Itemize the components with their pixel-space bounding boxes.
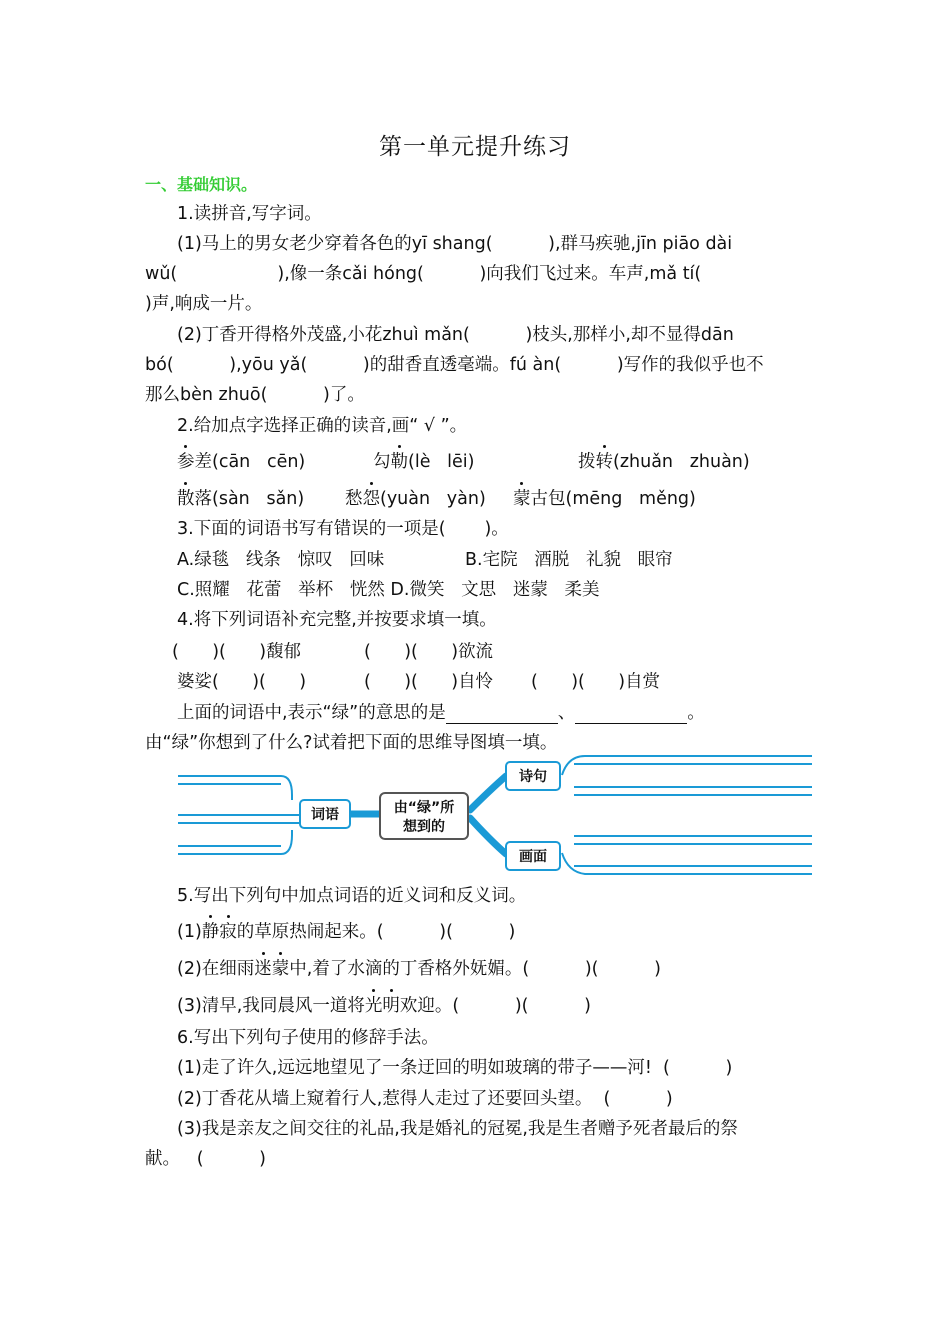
q1-line-2: wǔ( ),像一条cǎi hóng( )向我们飞过来。车声,mǎ tí( — [145, 264, 702, 284]
q1-heading: 1.读拼音,写字词。 — [177, 204, 322, 224]
q4-row1-a: ( )( )馥郁 — [172, 642, 302, 662]
q2-item-rest: 差(cān cēn) — [194, 452, 306, 472]
q5-sentence-2 — [177, 958, 661, 980]
period: 。 — [687, 703, 705, 723]
q4-heading: 4.将下列词语补充完整,并按要求填一填。 — [177, 610, 497, 630]
dotted-char: 怨 — [362, 489, 380, 509]
q1-line-3: )声,响成一片。 — [145, 294, 263, 314]
q4-row2-a: 婆娑( )( ) — [177, 672, 307, 692]
q4-row2-c: ( )( )自赏 — [531, 672, 661, 692]
q4-row1-b: ( )( )欲流 — [364, 642, 494, 662]
q5-suffix: 欢迎。( )( ) — [399, 996, 591, 1016]
q2-item-pre: 愁 — [345, 489, 363, 509]
dotted-char: 勒 — [390, 452, 408, 472]
q2-item-pre: 拨 — [578, 452, 596, 472]
q5-prefix: (3)清早,我同晨风一道将 — [177, 996, 365, 1016]
q6-sentence-2: (2)丁香花从墙上窥着行人,惹得人走过了还要回头望。 ( ) — [177, 1089, 673, 1109]
mindmap-node-scenes: 画面 — [519, 849, 547, 865]
dotted-char: 转 — [595, 452, 613, 472]
dotted-char: 蒙 — [513, 489, 531, 509]
dotted-word — [202, 922, 237, 942]
q2-item-pre: 勾 — [373, 452, 391, 472]
q1-line-4: (2)丁香开得格外茂盛,小花zhuì mǎn( )枝头,那样小,却不显得dān — [177, 325, 734, 345]
q2-item-rest: 古包(mēng měng) — [530, 489, 696, 509]
q4-row2-b: ( )( )自怜 — [364, 672, 494, 692]
q1-line-5: bó( ),yōu yǎ( )的甜香直透毫端。fú àn( )写作的我似乎也不 — [145, 355, 764, 375]
dotted-word — [254, 959, 289, 979]
dotted-char: 明 — [382, 996, 400, 1016]
separator: 、 — [557, 703, 576, 723]
q6-sentence-3-cont: 献。 ( ) — [145, 1149, 266, 1169]
q3-option-cd: C.照耀 花蕾 举杯 恍然 D.微笑 文思 迷蒙 柔美 — [177, 580, 600, 600]
q5-heading: 5.写出下列句中加点词语的近义词和反义词。 — [177, 886, 527, 906]
q4-line-3-text: 上面的词语中,表示“绿”的意思的是 — [177, 703, 446, 723]
q2-item-rest: (lè lēi) — [408, 452, 475, 472]
mindmap-center-line-1: 由“绿”所 — [393, 800, 455, 816]
q1-line-6: 那么bèn zhuō( )了。 — [145, 385, 365, 405]
q6-heading: 6.写出下列句子使用的修辞手法。 — [177, 1028, 439, 1048]
dotted-char: 光 — [364, 996, 383, 1016]
q5-sentence-3 — [177, 995, 591, 1017]
q2-item-rest: (yuàn yàn) — [380, 489, 486, 509]
dotted-char: 蒙 — [271, 959, 290, 979]
q6-sentence-1: (1)走了许久,远远地望见了一条迂回的明如玻璃的带子——河! ( ) — [177, 1058, 733, 1078]
q5-sentence-1 — [177, 921, 515, 943]
mindmap-node-poems: 诗句 — [519, 769, 547, 785]
q4-line-4: 由“绿”你想到了什么?试着把下面的思维导图填一填。 — [145, 733, 558, 753]
q5-prefix: (1) — [177, 922, 202, 942]
q2-item-rest: 落(sàn sǎn) — [194, 489, 305, 509]
q6-sentence-3: (3)我是亲友之间交往的礼品,我是婚礼的冠冕,我是生者赠予死者最后的祭 — [177, 1119, 738, 1139]
mindmap-node-words: 词语 — [311, 807, 339, 823]
q1-line-1: (1)马上的男女老少穿着各色的yī shang( ),群马疾驰,jīn piāo dài — [177, 234, 733, 254]
q3-option-a: A.绿毯 线条 惊叹 回味 — [177, 550, 385, 570]
mindmap-center-line-2: 想到的 — [403, 819, 445, 835]
q3-option-b: B.宅院 酒脱 礼貌 眼帘 — [465, 550, 673, 570]
dotted-char: 静 — [201, 922, 220, 942]
q3-heading: 3.下面的词语书写有错误的一项是( )。 — [177, 519, 509, 539]
dotted-char: 迷 — [254, 959, 272, 979]
q5-prefix: (2)在细雨 — [177, 959, 255, 979]
dotted-char: 散 — [177, 489, 195, 509]
section-heading-basics: 一、基础知识。 — [145, 175, 258, 194]
q2-heading: 2.给加点字选择正确的读音,画“ √ ”。 — [177, 416, 468, 436]
q5-suffix: 中,着了水滴的丁香格外妩媚。( )( ) — [289, 959, 661, 979]
dotted-char: 参 — [177, 452, 195, 472]
dotted-word — [365, 996, 400, 1016]
page-title: 第一单元提升练习 — [379, 134, 571, 160]
q2-item-rest: (zhuǎn zhuàn) — [613, 452, 750, 472]
q5-suffix: 的草原热闹起来。( )( ) — [236, 922, 516, 942]
dotted-char: 寂 — [219, 922, 237, 942]
